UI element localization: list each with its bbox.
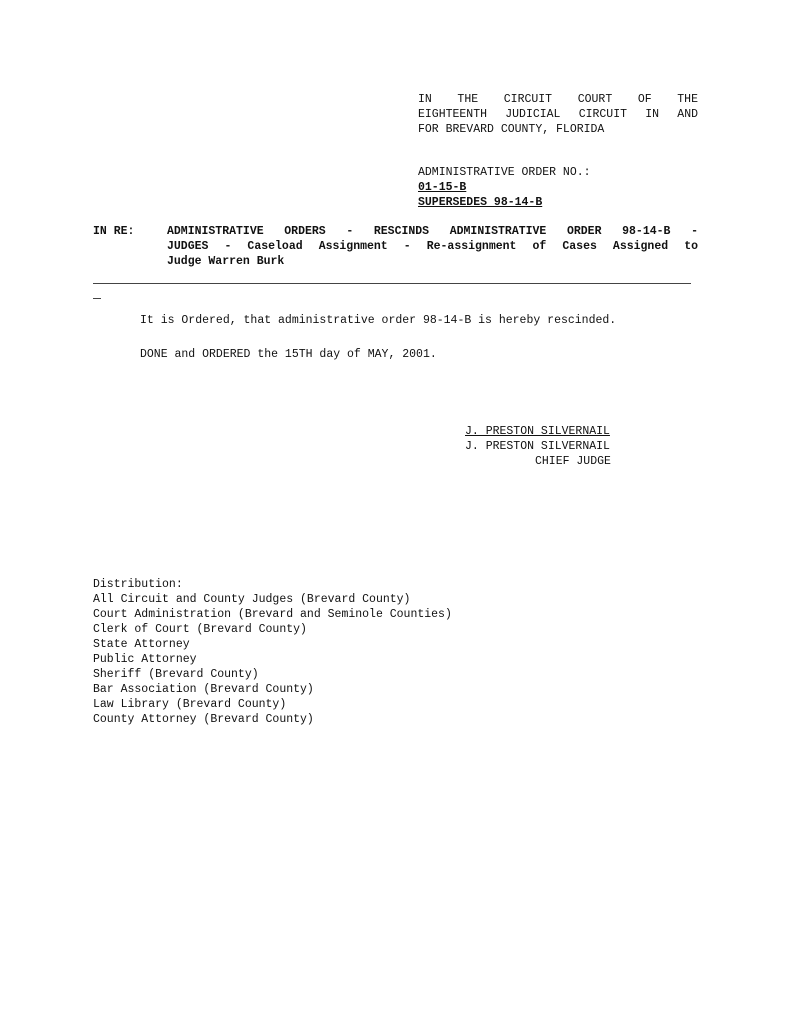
signer-name: J. PRESTON SILVERNAIL [465,440,610,453]
in-re-line: JUDGES - Caseload Assignment - Re-assignment of Cases Assigned to [167,240,698,253]
done-and-ordered-paragraph: DONE and ORDERED the 15TH day of MAY, 2001. [140,348,437,361]
distribution-item: Clerk of Court (Brevard County) [93,623,307,636]
signature-block [465,424,635,469]
order-paragraph: It is Ordered, that administrative order 98-14-B is hereby rescinded. [140,314,617,327]
signature-line: J. PRESTON SILVERNAIL [465,425,610,438]
court-caption-line: IN THE CIRCUIT COURT OF THE [418,93,698,106]
distribution-list [93,577,452,727]
separator-rule-continuation [93,298,101,299]
in-re-label: IN RE: [93,225,135,238]
distribution-item: Law Library (Brevard County) [93,698,287,711]
order-number: 01-15-B [418,181,467,194]
court-caption-line: FOR BREVARD COUNTY, FLORIDA [418,123,605,136]
distribution-item: State Attorney [93,638,190,651]
court-caption [418,92,698,137]
distribution-item: Court Administration (Brevard and Seminole Counties) [93,608,452,621]
order-number-block [418,165,698,210]
distribution-item: Public Attorney [93,653,197,666]
distribution-item: County Attorney (Brevard County) [93,713,314,726]
order-number-label: ADMINISTRATIVE ORDER NO.: [418,166,591,179]
supersedes-order: SUPERSEDES 98-14-B [418,196,543,209]
signer-title: CHIEF JUDGE [535,455,611,468]
court-caption-line: EIGHTEENTH JUDICIAL CIRCUIT IN AND [418,108,698,121]
distribution-item: Bar Association (Brevard County) [93,683,314,696]
in-re-line: ADMINISTRATIVE ORDERS - RESCINDS ADMINISTRATIVE ORDER 98-14-B - [167,225,698,238]
distribution-item: All Circuit and County Judges (Brevard County) [93,593,411,606]
distribution-item: Sheriff (Brevard County) [93,668,259,681]
distribution-heading: Distribution: [93,578,183,591]
in-re-line: Judge Warren Burk [167,255,285,268]
separator-rule [93,283,691,284]
in-re-subject [167,224,698,269]
